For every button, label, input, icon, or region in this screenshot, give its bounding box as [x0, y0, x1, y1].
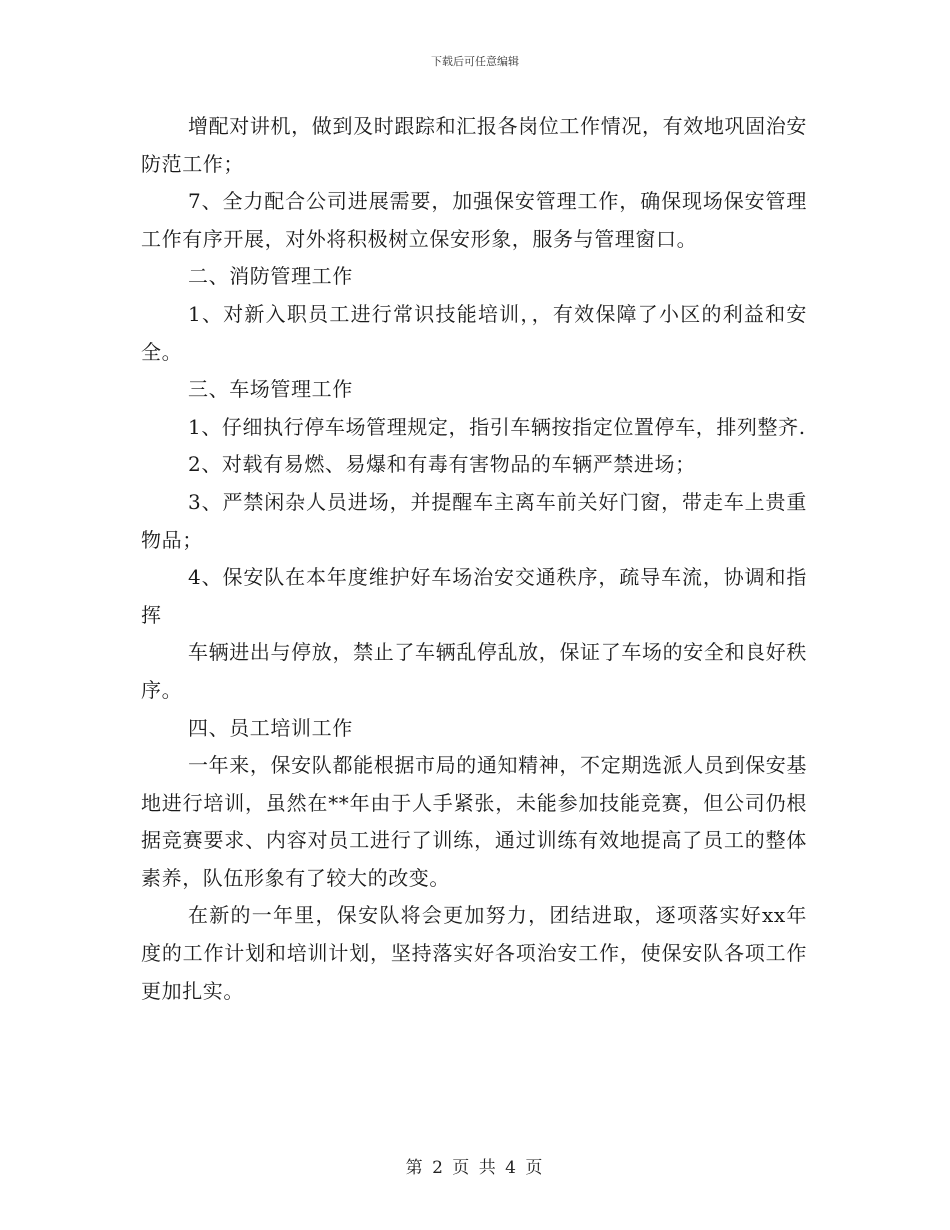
page-header: 下载后可任意编辑 [431, 55, 519, 68]
paragraph: 在新的一年里，保安队将会更加努力，团结进取，逐项落实好xx年度的工作计划和培训计划，坚持落实好各项治安工作，使保安队各项工作更加扎实。 [141, 903, 807, 1003]
paragraph: 增配对讲机，做到及时跟踪和汇报各岗位工作情况，有效地巩固治安防范工作； [141, 114, 807, 176]
paragraph: 7、全力配合公司进展需要，加强保安管理工作，确保现场保安管理工作有序开展，对外将积极树立保安形象，服务与管理窗口。 [141, 189, 807, 251]
document-body [141, 108, 807, 1010]
paragraph: 一年来，保安队都能根据市局的通知精神，不定期选派人员到保安基地进行培训，虽然在**年由于人手紧张，未能参加技能竞赛，但公司仍根据竞赛要求、内容对员工进行了训练，通过训练有效地提高了员工的整体素养，队伍形象有了较大的改变。 [141, 753, 807, 890]
paragraph: 2、对载有易燃、易爆和有毒有害物品的车辆严禁进场； [188, 452, 696, 477]
paragraph: 1、仔细执行停车场管理规定，指引车辆按指定位置停车，排列整齐. [188, 414, 806, 439]
paragraph: 4、保安队在本年度维护好车场治安交通秩序，疏导车流，协调和指挥 [141, 565, 807, 627]
section-heading: 三、车场管理工作 [188, 377, 353, 402]
page-number: 第 2 页 共 4 页 [405, 1158, 545, 1178]
section-heading: 二、消防管理工作 [188, 264, 353, 289]
paragraph: 3、严禁闲杂人员进场，并提醒车主离车前关好门窗，带走车上贵重物品； [141, 489, 807, 552]
paragraph: 车辆进出与停放，禁止了车辆乱停乱放，保证了车场的安全和良好秩序。 [141, 640, 807, 702]
paragraph: 1、对新入职员工进行常识技能培训，，有效保障了小区的利益和安全。 [141, 301, 807, 364]
section-heading: 四、员工培训工作 [188, 715, 353, 740]
